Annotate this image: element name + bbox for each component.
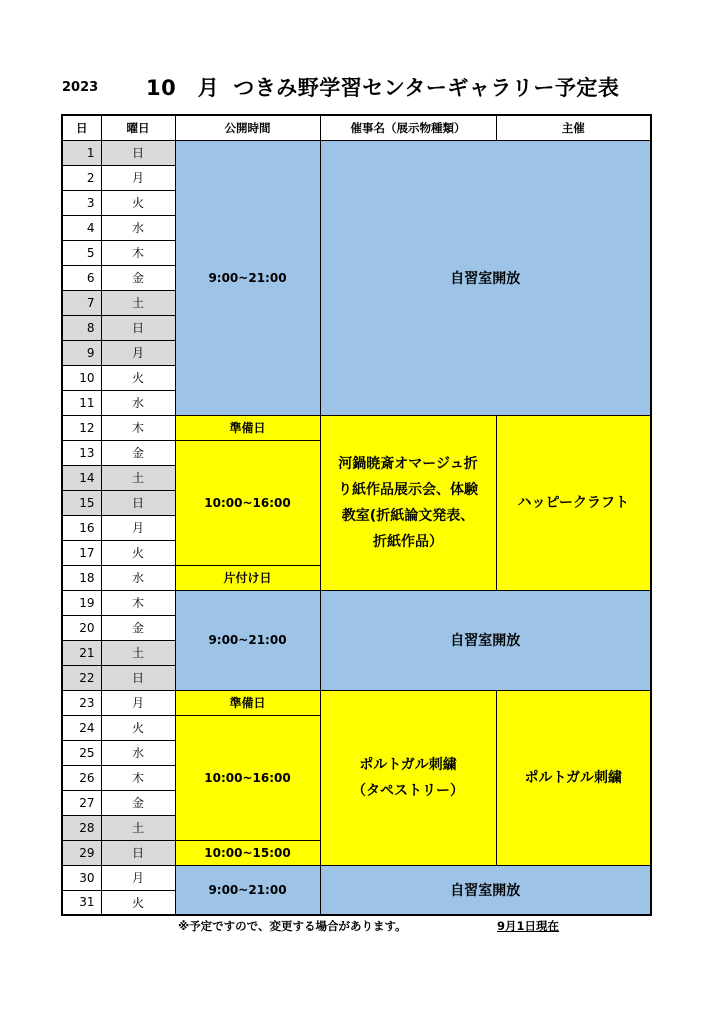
- weekday: 月: [101, 165, 175, 190]
- weekday: 木: [101, 590, 175, 615]
- header-hours: 公開時間: [175, 115, 320, 140]
- cleanup-day-cell: 片付け日: [175, 565, 320, 590]
- weekday: 金: [101, 265, 175, 290]
- prep-day-cell: 準備日: [175, 690, 320, 715]
- last-day-hours-cell: 10:00~15:00: [175, 840, 320, 865]
- schedule-table: [61, 114, 652, 916]
- day-number: 12: [62, 415, 101, 440]
- weekday: 金: [101, 440, 175, 465]
- weekday: 日: [101, 840, 175, 865]
- year-label: 2023: [62, 80, 99, 95]
- day-number: 2: [62, 165, 101, 190]
- event-cell: 自習室開放: [320, 865, 651, 915]
- header-weekday: 曜日: [101, 115, 175, 140]
- day-number: 4: [62, 215, 101, 240]
- day-number: 19: [62, 590, 101, 615]
- day-number: 7: [62, 290, 101, 315]
- weekday: 月: [101, 340, 175, 365]
- day-number: 14: [62, 465, 101, 490]
- open-hours-cell: 10:00~16:00: [175, 440, 320, 565]
- weekday: 水: [101, 565, 175, 590]
- event-cell: 自習室開放: [320, 140, 651, 415]
- event-cell: [320, 415, 496, 590]
- table-row: [62, 865, 651, 890]
- weekday: 火: [101, 365, 175, 390]
- day-number: 5: [62, 240, 101, 265]
- event-line: 折紙作品）: [373, 533, 443, 550]
- table-row: [62, 690, 651, 715]
- host-cell: ハッピークラフト: [496, 415, 651, 590]
- day-number: 26: [62, 765, 101, 790]
- weekday: 土: [101, 815, 175, 840]
- weekday: 火: [101, 890, 175, 915]
- day-number: 17: [62, 540, 101, 565]
- day-number: 18: [62, 565, 101, 590]
- weekday: 金: [101, 790, 175, 815]
- as-of-date: 9月1日現在: [497, 919, 560, 933]
- day-number: 21: [62, 640, 101, 665]
- weekday: 土: [101, 290, 175, 315]
- day-number: 6: [62, 265, 101, 290]
- day-number: 31: [62, 890, 101, 915]
- event-line: り紙作品展示会、体験: [338, 481, 478, 498]
- day-number: 25: [62, 740, 101, 765]
- weekday: 火: [101, 190, 175, 215]
- weekday: 水: [101, 390, 175, 415]
- event-line: 教室(折紙論文発表、: [341, 507, 475, 524]
- day-number: 23: [62, 690, 101, 715]
- open-hours-cell: 9:00~21:00: [175, 590, 320, 690]
- day-number: 16: [62, 515, 101, 540]
- day-number: 3: [62, 190, 101, 215]
- open-hours-cell: 9:00~21:00: [175, 865, 320, 915]
- day-number: 13: [62, 440, 101, 465]
- prep-day-cell: 準備日: [175, 415, 320, 440]
- day-number: 28: [62, 815, 101, 840]
- weekday: 金: [101, 615, 175, 640]
- weekday: 月: [101, 690, 175, 715]
- page-title: [146, 72, 619, 102]
- weekday: 日: [101, 490, 175, 515]
- event-line: （タペストリー）: [352, 782, 464, 799]
- header-row: [62, 115, 651, 140]
- weekday: 土: [101, 465, 175, 490]
- change-notice: ※予定ですので、変更する場合があります。: [178, 919, 407, 933]
- event-line: ポルトガル刺繍: [359, 756, 457, 773]
- weekday: 木: [101, 765, 175, 790]
- day-number: 27: [62, 790, 101, 815]
- weekday: 月: [101, 865, 175, 890]
- table-row: [62, 590, 651, 615]
- open-hours-cell: 10:00~16:00: [175, 715, 320, 840]
- day-number: 30: [62, 865, 101, 890]
- day-number: 15: [62, 490, 101, 515]
- day-number: 29: [62, 840, 101, 865]
- header-day: 日: [62, 115, 101, 140]
- day-number: 1: [62, 140, 101, 165]
- weekday: 木: [101, 240, 175, 265]
- weekday: 日: [101, 315, 175, 340]
- header-event: 催事名（展示物種類）: [320, 115, 496, 140]
- table-row: [62, 415, 651, 440]
- day-number: 24: [62, 715, 101, 740]
- weekday: 日: [101, 665, 175, 690]
- day-number: 10: [62, 365, 101, 390]
- weekday: 水: [101, 215, 175, 240]
- open-hours-cell: 9:00~21:00: [175, 140, 320, 415]
- weekday: 火: [101, 540, 175, 565]
- day-number: 20: [62, 615, 101, 640]
- header-host: 主催: [496, 115, 651, 140]
- weekday: 木: [101, 415, 175, 440]
- host-cell: ポルトガル刺繍: [496, 690, 651, 865]
- day-number: 9: [62, 340, 101, 365]
- month-label: 10 月: [146, 76, 220, 100]
- weekday: 水: [101, 740, 175, 765]
- weekday: 日: [101, 140, 175, 165]
- weekday: 土: [101, 640, 175, 665]
- day-number: 11: [62, 390, 101, 415]
- event-line: 河鍋暁斎オマージュ折: [338, 455, 478, 472]
- weekday: 火: [101, 715, 175, 740]
- day-number: 8: [62, 315, 101, 340]
- title-text: つきみ野学習センターギャラリー予定表: [233, 76, 620, 100]
- weekday: 月: [101, 515, 175, 540]
- event-cell: [320, 690, 496, 865]
- day-number: 22: [62, 665, 101, 690]
- event-cell: 自習室開放: [320, 590, 651, 690]
- table-row: [62, 140, 651, 165]
